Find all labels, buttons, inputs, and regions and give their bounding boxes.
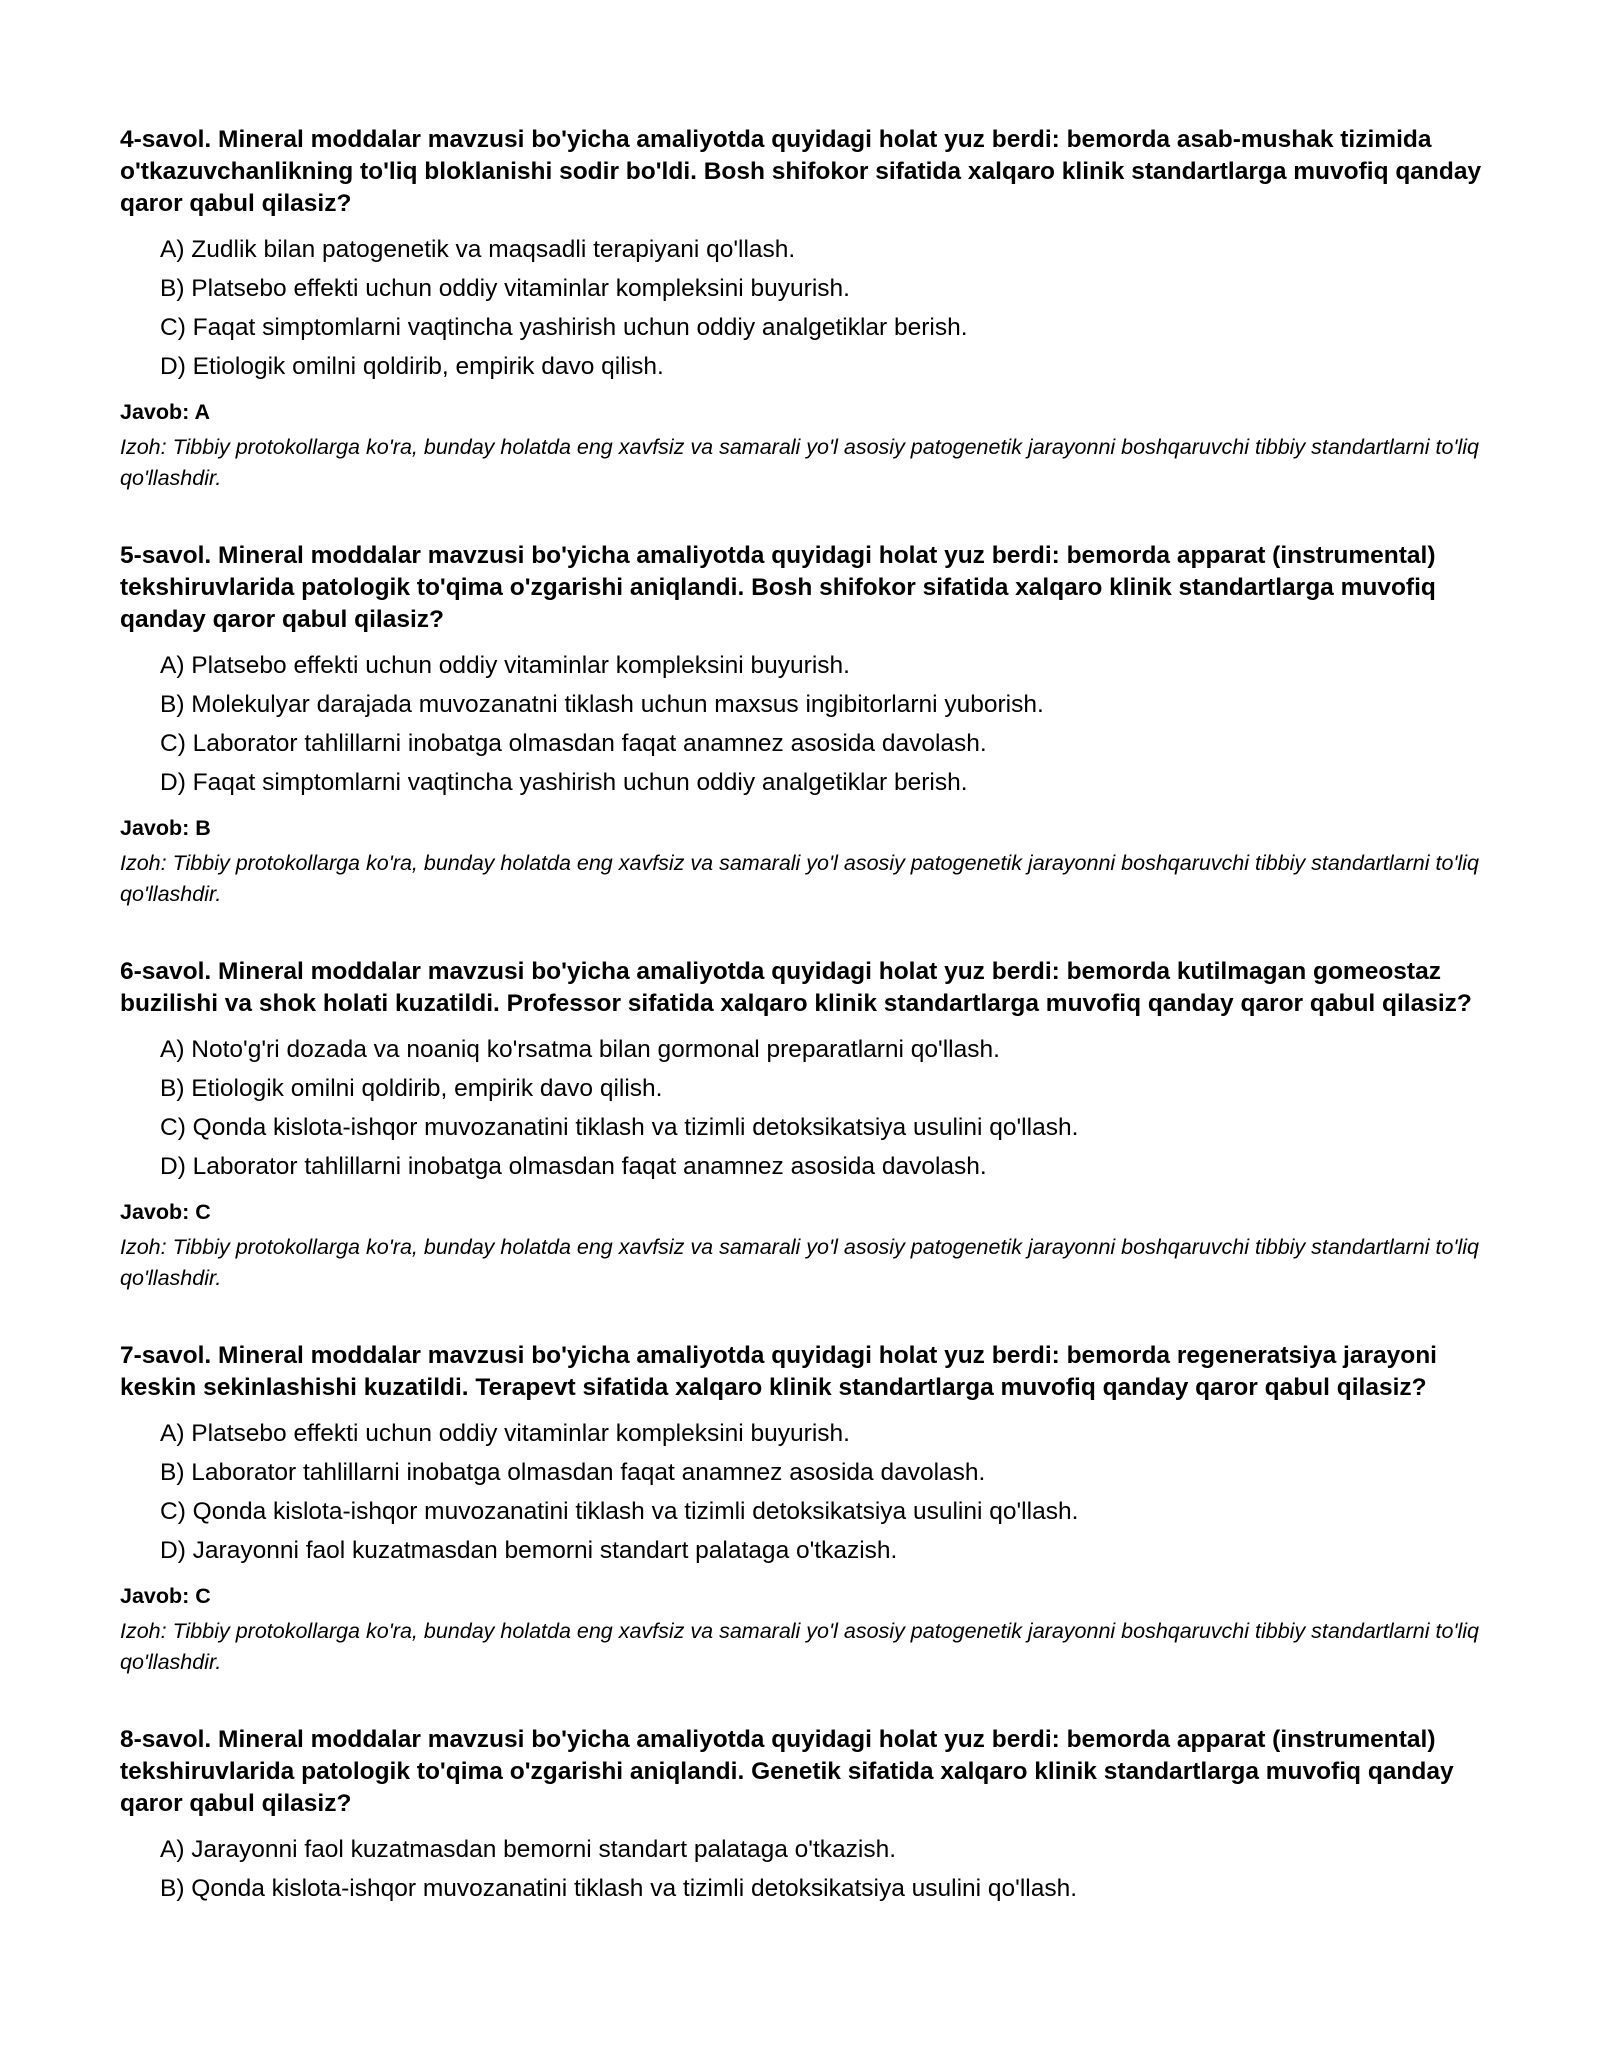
option-b: B) Qonda kislota-ishqor muvozanatini tiklash va tizimli detoksikatsiya usulini qo'llash. <box>160 1875 1078 1902</box>
options-list <box>120 230 1490 386</box>
option-a: A) Platsebo effekti uchun oddiy vitaminlar kompleksini buyurish. <box>160 1420 850 1447</box>
option-d: D) Laborator tahlillarni inobatga olmasdan faqat anamnez asosida davolash. <box>160 1153 987 1180</box>
option-d: D) Etiologik omilni qoldirib, empirik davo qilish. <box>160 353 664 380</box>
options-list <box>120 1030 1490 1186</box>
option-c: C) Qonda kislota-ishqor muvozanatini tiklash va tizimli detoksikatsiya usulini qo'llash. <box>160 1114 1079 1141</box>
question-6 <box>120 956 1490 1294</box>
question-7 <box>120 1340 1490 1678</box>
document-page <box>120 124 1490 1954</box>
option-c: C) Laborator tahlillarni inobatga olmasdan faqat anamnez asosida davolash. <box>160 730 987 757</box>
explanation-note: Izoh: Tibbiy protokollarga ko'ra, bunday holatda eng xavfsiz va samarali yo'l asosiy patogenetik jarayonni boshqaruvchi tibbiy standartlarni to'liq qo'llashdir. <box>120 435 1480 490</box>
option-a: A) Noto'g'ri dozada va noaniq ko'rsatma bilan gormonal preparatlarni qo'llash. <box>160 1036 1000 1063</box>
options-list <box>120 646 1490 802</box>
options-list <box>120 1414 1490 1570</box>
option-a: A) Zudlik bilan patogenetik va maqsadli terapiyani qo'llash. <box>160 236 796 263</box>
option-a: A) Platsebo effekti uchun oddiy vitaminlar kompleksini buyurish. <box>160 652 850 679</box>
explanation-note: Izoh: Tibbiy protokollarga ko'ra, bunday holatda eng xavfsiz va samarali yo'l asosiy patogenetik jarayonni boshqaruvchi tibbiy standartlarni to'liq qo'llashdir. <box>120 851 1480 906</box>
question-title: 6-savol. Mineral moddalar mavzusi bo'yicha amaliyotda quyidagi holat yuz berdi: bemorda kutilmagan gomeostaz buzilishi va shok holati kuzatildi. Professor sifatida xalqaro klinik standartlarga muvofiq qanday qaror qabul qilasiz? <box>120 958 1472 1017</box>
answer-label: Javob: B <box>120 816 211 840</box>
option-b: B) Etiologik omilni qoldirib, empirik davo qilish. <box>160 1075 663 1102</box>
answer-label: Javob: C <box>120 1200 211 1224</box>
option-b: B) Platsebo effekti uchun oddiy vitaminlar kompleksini buyurish. <box>160 275 850 302</box>
question-title: 8-savol. Mineral moddalar mavzusi bo'yicha amaliyotda quyidagi holat yuz berdi: bemorda apparat (instrumental) tekshiruvlarida patologik to'qima o'zgarishi aniqlandi. Genetik sifatida xalqaro klinik standartlarga muvofiq qanday qaror qabul qilasiz? <box>120 1726 1454 1817</box>
question-title: 4-savol. Mineral moddalar mavzusi bo'yicha amaliyotda quyidagi holat yuz berdi: bemorda asab-mushak tizimida o'tkazuvchanlikning to'liq bloklanishi sodir bo'ldi. Bosh shifokor sifatida xalqaro klinik standartlarga muvofiq qanday qaror qabul qilasiz? <box>120 126 1482 217</box>
question-8 <box>120 1724 1490 1908</box>
option-c: C) Qonda kislota-ishqor muvozanatini tiklash va tizimli detoksikatsiya usulini qo'llash. <box>160 1498 1079 1525</box>
option-b: B) Molekulyar darajada muvozanatni tiklash uchun maxsus ingibitorlarni yuborish. <box>160 691 1044 718</box>
answer-label: Javob: C <box>120 1584 211 1608</box>
option-d: D) Faqat simptomlarni vaqtincha yashirish uchun oddiy analgetiklar berish. <box>160 769 968 796</box>
option-d: D) Jarayonni faol kuzatmasdan bemorni standart palataga o'tkazish. <box>160 1537 898 1564</box>
question-title: 7-savol. Mineral moddalar mavzusi bo'yicha amaliyotda quyidagi holat yuz berdi: bemorda regeneratsiya jarayoni keskin sekinlashishi kuzatildi. Terapevt sifatida xalqaro klinik standartlarga muvofiq qanday qaror qabul qilasiz? <box>120 1342 1437 1401</box>
question-4 <box>120 124 1490 494</box>
option-b: B) Laborator tahlillarni inobatga olmasdan faqat anamnez asosida davolash. <box>160 1459 986 1486</box>
option-a: A) Jarayonni faol kuzatmasdan bemorni standart palataga o'tkazish. <box>160 1836 897 1863</box>
explanation-note: Izoh: Tibbiy protokollarga ko'ra, bunday holatda eng xavfsiz va samarali yo'l asosiy patogenetik jarayonni boshqaruvchi tibbiy standartlarni to'liq qo'llashdir. <box>120 1235 1480 1290</box>
options-list <box>120 1830 1490 1908</box>
explanation-note: Izoh: Tibbiy protokollarga ko'ra, bunday holatda eng xavfsiz va samarali yo'l asosiy patogenetik jarayonni boshqaruvchi tibbiy standartlarni to'liq qo'llashdir. <box>120 1619 1480 1674</box>
question-title: 5-savol. Mineral moddalar mavzusi bo'yicha amaliyotda quyidagi holat yuz berdi: bemorda apparat (instrumental) tekshiruvlarida patologik to'qima o'zgarishi aniqlandi. Bosh shifokor sifatida xalqaro klinik standartlarga muvofiq qanday qaror qabul qilasiz? <box>120 542 1436 633</box>
answer-label: Javob: A <box>120 400 210 424</box>
option-c: C) Faqat simptomlarni vaqtincha yashirish uchun oddiy analgetiklar berish. <box>160 314 968 341</box>
question-5 <box>120 540 1490 910</box>
